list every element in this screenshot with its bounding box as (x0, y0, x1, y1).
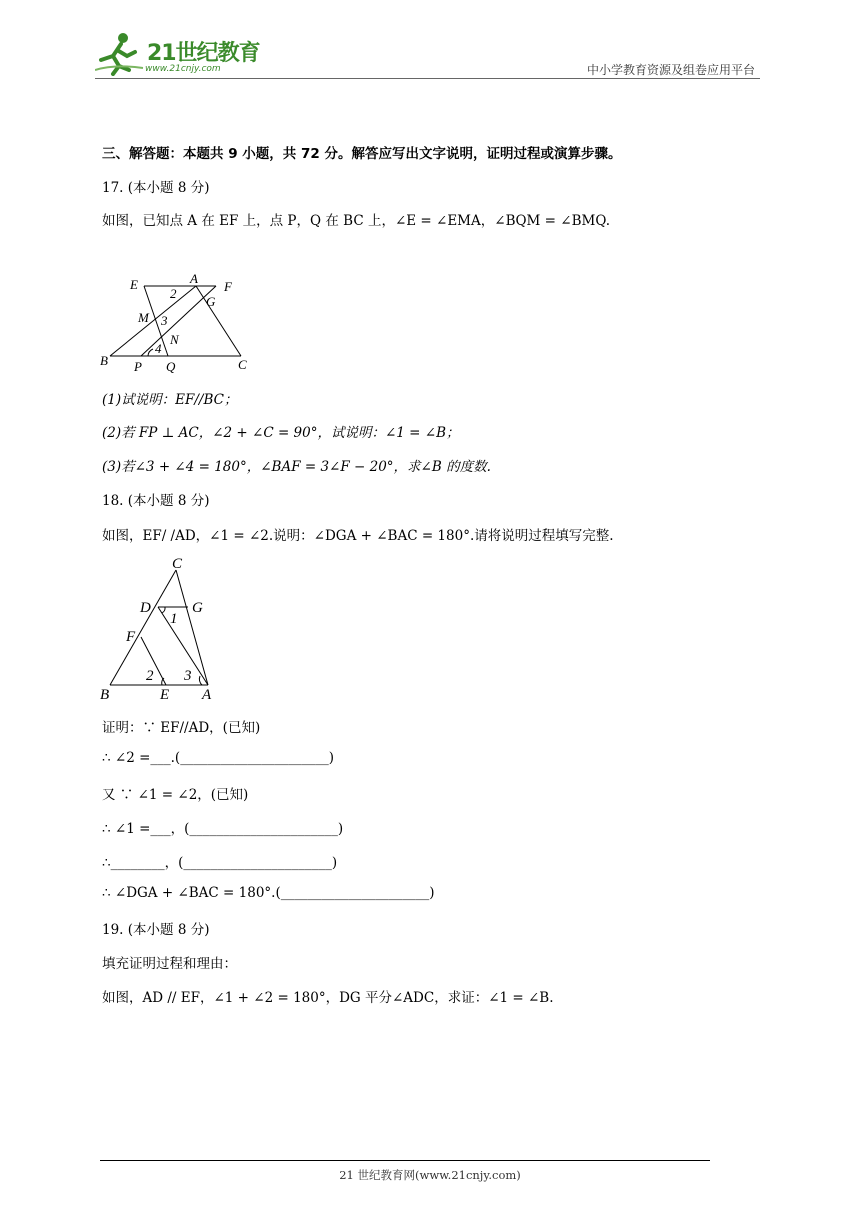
fig18-label: B (100, 687, 110, 703)
fig17-label: P (134, 359, 142, 374)
runner-logo-icon (95, 30, 145, 76)
q17-number: 17. (本小题 8 分) (102, 180, 210, 196)
fig17-label: M (138, 310, 149, 325)
q18-proof-line: ∴ ∠2 =___.(______________________) (102, 750, 334, 766)
logo-url: www.21cnjy.com (145, 64, 221, 74)
fig18-label: G (192, 600, 203, 616)
logo-brand: 21世纪教育 (147, 41, 260, 66)
fig17-label: Q (166, 359, 176, 374)
fig18-label: 2 (146, 668, 154, 684)
q18-proof-line: ∴ ∠DGA + ∠BAC = 180°.(______________________) (102, 885, 435, 901)
fig17-label: C (238, 357, 247, 372)
fig17-label: 4 (155, 341, 162, 356)
q17-figure (96, 270, 256, 378)
fig18-label: 3 (184, 668, 192, 684)
fig17-label: N (170, 332, 179, 347)
fig18-label: 1 (170, 611, 178, 627)
fig18-label: A (202, 687, 212, 703)
q17-part2: (2)若 FP ⊥ AC，∠2 + ∠C = 90°，试说明：∠1 = ∠B； (102, 425, 460, 441)
q18-figure (96, 552, 226, 704)
footer-rule (100, 1160, 710, 1161)
q19-intro: 填充证明过程和理由： (102, 956, 237, 972)
page-footer: 21 世纪教育网(www.21cnjy.com) (339, 1168, 521, 1182)
fig18-label: D (140, 600, 151, 616)
q18-proof-line: 证明：∵ EF//AD，(已知) (102, 720, 261, 736)
q19-stem: 如图，AD // EF，∠1 + ∠2 = 180°，DG 平分∠ADC，求证：∠1 = ∠B. (102, 990, 554, 1006)
q18-figure-labels (100, 556, 212, 703)
fig17-label: A (190, 271, 198, 286)
q18-number: 18. (本小题 8 分) (102, 493, 210, 509)
q19-number: 19. (本小题 8 分) (102, 922, 210, 938)
fig18-label: E (160, 687, 170, 703)
header-rule (95, 78, 760, 79)
page-header (95, 30, 760, 80)
q17-stem: 如图，已知点 A 在 EF 上，点 P，Q 在 BC 上，∠E = ∠EMA，∠BQM = ∠BMQ. (102, 213, 611, 229)
fig17-label: E (130, 277, 138, 292)
q17-part1: (1)试说明：EF//BC； (102, 392, 238, 408)
q17-part3: (3)若∠3 + ∠4 = 180°，∠BAF = 3∠F − 20°，求∠B 的度数. (102, 459, 491, 475)
q17-figure-labels (100, 271, 247, 374)
fig17-label: 3 (161, 313, 168, 328)
q18-stem: 如图，EF/ /AD，∠1 = ∠2.说明：∠DGA + ∠BAC = 180°.请将说明过程填写完整. (102, 528, 614, 544)
q18-proof-line: ∴ ∠1 =___，(______________________) (102, 821, 344, 837)
fig18-label: C (172, 556, 183, 572)
header-tagline: 中小学教育资源及组卷应用平台 (586, 63, 755, 77)
fig17-label: B (100, 353, 108, 368)
fig18-label: F (126, 629, 136, 645)
logo (95, 30, 265, 76)
fig17-label: G (206, 294, 216, 309)
fig17-label: F (224, 279, 232, 294)
q18-proof-line: 又 ∵ ∠1 = ∠2，(已知) (102, 787, 249, 803)
section-heading: 三、解答题：本题共 9 小题，共 72 分。解答应写出文字说明，证明过程或演算步骤。 (102, 146, 622, 162)
q18-proof-line: ∴________，(______________________) (102, 855, 338, 871)
fig17-label: 2 (170, 286, 177, 301)
